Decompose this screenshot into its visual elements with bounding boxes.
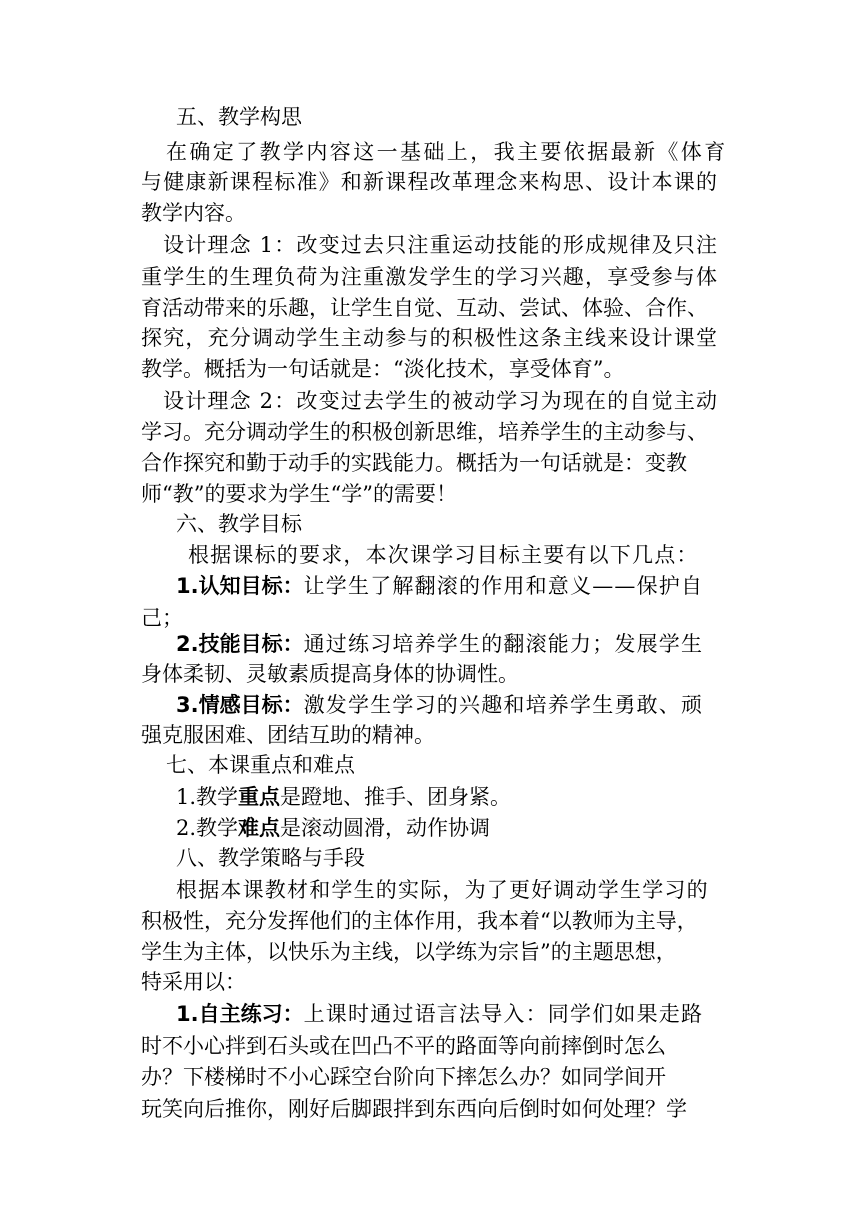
paragraph-line: 玩笑向后推你，刚好后脚跟拌到东西向后倒时如何处理？学 <box>141 1097 687 1121</box>
method-label: 1.自主练习： <box>176 1002 304 1026</box>
paragraph-line: 学习。充分调动学生的积极创新思维，培养学生的主动参与、 <box>141 420 708 444</box>
paragraph-line: 重学生的生理负荷为注重激发学生的学习兴趣，享受参与体 <box>141 265 719 289</box>
paragraph-line: 根据课标的要求，本次课学习目标主要有以下几点： <box>188 543 699 567</box>
paragraph-line: 特采用以： <box>141 970 246 994</box>
paragraph-line: 与健康新课程标准》和新课程改革理念来构思、设计本课的 <box>141 170 719 194</box>
paragraph-line: 设计理念 2：改变过去学生的被动学习为现在的自觉主动 <box>163 389 719 413</box>
paragraph-line: 教学内容。 <box>141 201 246 225</box>
goal-skill <box>176 629 703 659</box>
paragraph-line: 育活动带来的乐趣，让学生自觉、互动、尝试、体验、合作、 <box>141 296 708 320</box>
key-bold: 难点 <box>238 816 281 840</box>
section-heading-5: 五、教学构思 <box>176 105 302 129</box>
section-heading-6: 六、教学目标 <box>176 512 302 536</box>
paragraph-line: 办？下楼梯时不小心踩空台阶向下摔怎么办？如同学间开 <box>141 1065 666 1089</box>
paragraph-line: 探究，充分调动学生主动参与的积极性这条主线来设计课堂 <box>141 326 719 350</box>
section-heading-7: 七、本课重点和难点 <box>166 753 355 777</box>
key-prefix: 2.教学 <box>176 816 239 840</box>
goal-cognitive <box>176 571 703 601</box>
goal-text: 激发学生学习的兴趣和培养学生勇敢、顽 <box>303 693 704 717</box>
section-heading-8: 八、教学策略与手段 <box>176 846 365 870</box>
paragraph-line: 教学。概括为一句话就是：“淡化技术，享受体育”。 <box>141 357 625 381</box>
method-self-practice <box>176 999 703 1029</box>
paragraph-line: 积极性，充分发挥他们的主体作用，我本着“以教师为主导， <box>141 909 698 933</box>
goal-label: 3.情感目标： <box>176 693 304 717</box>
method-text: 上课时通过语言法导入：同学们如果走路 <box>303 1002 704 1026</box>
paragraph-line: 根据本课教材和学生的实际，为了更好调动学生学习的 <box>176 878 709 902</box>
paragraph-line: 己； <box>141 606 183 630</box>
paragraph-line: 身体柔韧、灵敏素质提高身体的协调性。 <box>141 662 519 686</box>
paragraph-line: 设计理念 1：改变过去只注重运动技能的形成规律及只注 <box>163 233 719 257</box>
goal-text: 让学生了解翻滚的作用和意义——保护自 <box>303 574 704 598</box>
key-prefix: 1.教学 <box>176 785 239 809</box>
key-text: 是蹬地、推手、团身紧。 <box>280 785 512 809</box>
paragraph-line: 强克服困难、团结互助的精神。 <box>141 723 435 747</box>
paragraph-line: 在确定了教学内容这一基础上，我主要依据最新《体育 <box>166 140 728 164</box>
goal-label: 1.认知目标： <box>176 574 304 598</box>
paragraph-line: 合作探究和勤于动手的实践能力。概括为一句话就是：变教 <box>141 451 687 475</box>
key-bold: 重点 <box>238 785 281 809</box>
key-text: 是滚动圆滑，动作协调 <box>280 816 491 840</box>
goal-text: 通过练习培养学生的翻滚能力；发展学生 <box>303 632 704 656</box>
paragraph-line: 时不小心拌到石头或在凹凸不平的路面等向前摔倒时怎么 <box>141 1034 666 1058</box>
key-point <box>176 782 511 812</box>
difficult-point <box>176 813 490 843</box>
paragraph-line: 师“教”的要求为学生“学”的需要！ <box>141 482 457 506</box>
paragraph-line: 学生为主体，以快乐为主线，以学练为宗旨”的主题思想， <box>141 940 677 964</box>
goal-label: 2.技能目标： <box>176 632 304 656</box>
goal-emotion <box>176 690 703 720</box>
